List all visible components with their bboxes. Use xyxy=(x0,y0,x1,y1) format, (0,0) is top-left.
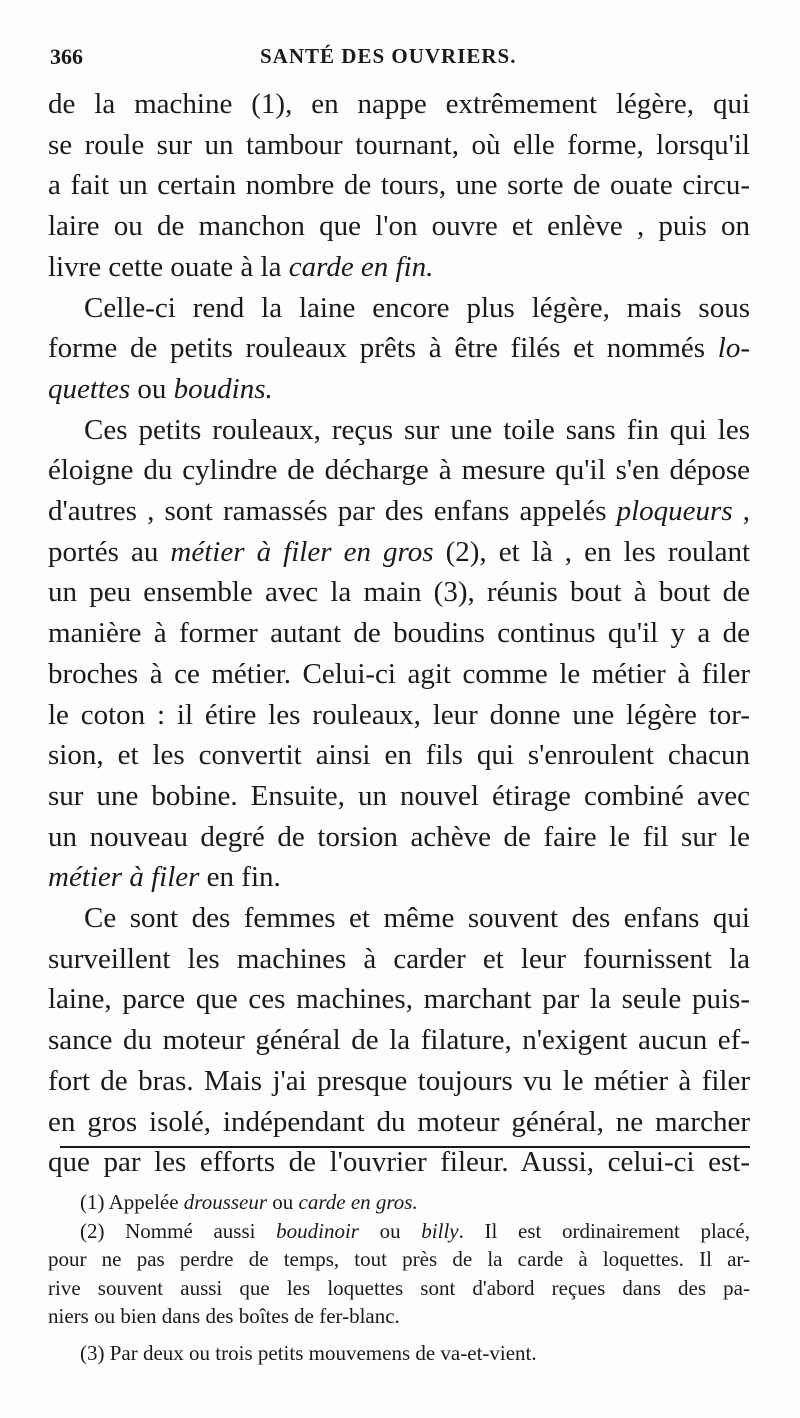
text-line: sance du moteur général de la filature, n'exigent aucun ef- xyxy=(48,1024,750,1057)
text-line xyxy=(48,369,750,410)
text-line xyxy=(48,532,750,573)
text-line: que par les efforts de l'ouvrier fileur. Aussi, celui-ci est- xyxy=(48,1146,750,1179)
text-span: en fin. xyxy=(199,861,281,894)
italic-term: quettes xyxy=(48,372,131,405)
italic-term: ploqueurs xyxy=(616,495,733,528)
text-line: un peu ensemble avec la main (3), réunis bout à bout de xyxy=(48,576,750,609)
page-header xyxy=(50,44,740,78)
text-line: a fait un certain nombre de tours, une sorte de ouate circu- xyxy=(48,169,750,202)
italic-term: carde en gros. xyxy=(298,1190,418,1214)
italic-term: métier à filer xyxy=(48,861,200,894)
running-title: SANTÉ DES OUVRIERS. xyxy=(260,44,517,68)
footnote-2 xyxy=(48,1217,750,1246)
footnote-1 xyxy=(48,1188,750,1217)
text-line: un nouveau degré de torsion achève de faire le fil sur le xyxy=(48,820,750,853)
paragraph-4 xyxy=(48,898,750,1183)
text-line: Ce sont des femmes et même souvent des enfans qui xyxy=(84,902,750,935)
text-line: le coton : il étire les rouleaux, leur donne une légère tor- xyxy=(48,698,750,731)
text-span: , xyxy=(732,495,751,528)
text-line: broches à ce métier. Celui-ci agit comme le métier à filer xyxy=(48,657,750,690)
text-span: (1) Appelée xyxy=(80,1190,184,1214)
text-line xyxy=(48,491,750,532)
text-line: laine, parce que ces machines, marchant par la seule puis- xyxy=(48,983,750,1016)
text-span: . Il est ordinairement placé, xyxy=(458,1218,750,1243)
italic-term: lo- xyxy=(717,332,750,365)
italic-term: métier à filer en gros xyxy=(170,535,434,568)
italic-term: boudins. xyxy=(173,372,273,405)
text-line: sur une bobine. Ensuite, un nouvel étirage combiné avec xyxy=(48,779,750,812)
text-line: manière à former autant de boudins continus qu'il y a de xyxy=(48,617,750,650)
page-number: 366 xyxy=(50,44,83,69)
text-line: surveillent les machines à carder et leur fournissent la xyxy=(48,942,750,975)
footnote-divider xyxy=(60,1146,750,1148)
italic-term: drousseur xyxy=(183,1190,268,1214)
text-line xyxy=(48,328,750,369)
footnote-3: (3) Par deux ou trois petits mouvemens de va-et-vient. xyxy=(80,1340,537,1365)
paragraph-3 xyxy=(48,410,750,898)
text-line: Ces petits rouleaux, reçus sur une toile sans fin qui les xyxy=(84,413,750,446)
text-line: se roule sur un tambour tournant, où elle forme, lorsqu'il xyxy=(48,128,750,161)
text-span: (2), et là , en les roulant xyxy=(433,535,751,568)
text-line: de la machine (1), en nappe extrêmement légère, qui xyxy=(48,88,750,120)
text-line: fort de bras. Mais j'ai presque toujours vu le métier à filer xyxy=(48,1064,750,1097)
italic-term: billy xyxy=(421,1218,459,1243)
text-span: portés au xyxy=(48,535,171,568)
text-span: (2) Nommé aussi xyxy=(80,1218,277,1243)
main-text xyxy=(48,84,750,1183)
text-span: ou xyxy=(267,1190,299,1214)
paragraph-2 xyxy=(48,288,750,410)
text-line xyxy=(48,857,750,898)
text-span: livre cette ouate à la xyxy=(48,250,289,283)
text-span: ou xyxy=(130,372,174,405)
italic-term: boudinoir xyxy=(276,1218,359,1243)
text-line xyxy=(48,247,750,288)
text-line: Celle-ci rend la laine encore plus légère, mais sous xyxy=(84,291,750,324)
text-line: laire ou de manchon que l'on ouvre et enlève , puis on xyxy=(48,210,750,243)
footnote-line: niers ou bien dans des boîtes de fer-blanc. xyxy=(48,1304,400,1328)
text-line: sion, et les convertit ainsi en fils qui s'enroulent chacun xyxy=(48,739,750,772)
text-line: éloigne du cylindre de décharge à mesure qu'il s'en dépose xyxy=(48,454,750,487)
text-span: d'autres , sont ramassés par des enfans appelés xyxy=(48,495,617,528)
italic-term: carde en fin. xyxy=(288,250,434,283)
text-span: ou xyxy=(358,1218,422,1243)
footnote-line: pour ne pas perdre de temps, tout près de la carde à loquettes. Il ar- xyxy=(48,1247,750,1271)
text-line: en gros isolé, indépendant du moteur général, ne marcher xyxy=(48,1105,750,1138)
footnotes xyxy=(48,1188,750,1367)
text-span: forme de petits rouleaux prêts à être filés et nommés xyxy=(48,332,718,365)
paragraph-1 xyxy=(48,84,750,288)
footnote-line: rive souvent aussi que les loquettes sont d'abord reçues dans des pa- xyxy=(48,1275,750,1300)
